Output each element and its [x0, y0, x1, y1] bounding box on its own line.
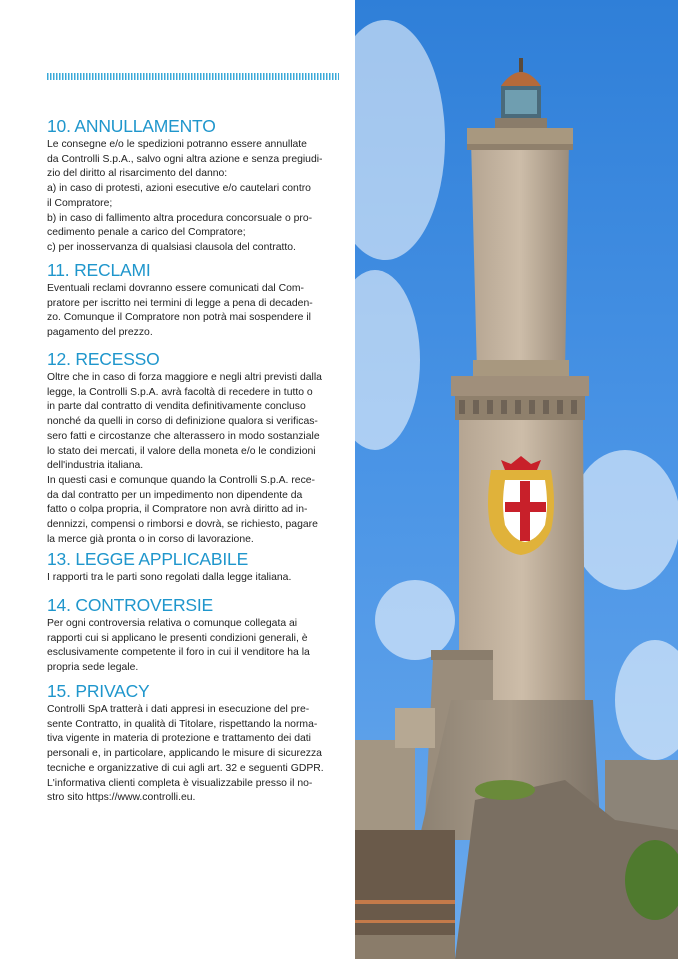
decorative-stripe [47, 73, 339, 80]
section-title: 14. CONTROVERSIE [47, 595, 214, 615]
section-controversie [47, 595, 342, 676]
section-recesso [47, 349, 342, 547]
section-title: 12. RECESSO [47, 349, 160, 369]
section-title: 10. ANNULLAMENTO [47, 116, 216, 136]
section-body: Controlli SpA tratterà i dati appresi in esecuzione del pre- sente Contratto, in qualità di Titolare, rispettando la norma- tiva vigente in materia di protezione e trattamento dei dati personali e, in particolare, applicando le misure di sicurezza tecniche e organizzative di cui agli art. 32 e seguenti GDPR. L'informativa clienti completa è visualizzabile presso il no- stro sito https://www.controlli.eu. [47, 704, 324, 804]
section-body: I rapporti tra le parti sono regolati dalla legge italiana. [47, 572, 292, 583]
coat-of-arms [488, 456, 554, 555]
section-title: 13. LEGGE APPLICABILE [47, 549, 249, 569]
upper-tower [471, 140, 569, 372]
section-annullamento [47, 116, 342, 256]
section-legge-applicabile [47, 549, 342, 586]
section-body: Per ogni controversia relativa o comunque collegata ai rapporti cui si applicano le presenti condizioni generali, è esclusivamente competente il foro in cui il venditore ha la propria sede legale. [47, 618, 310, 674]
section-body: Le consegne e/o le spedizioni potranno essere annullate da Controlli S.p.A., salvo ogni altra azione e senza pregiudi- zio del diritto al risarcimento del danno: a) in caso di protesti, azioni esecutive e/o cautelari contro il Compratore; b) in caso di fallimento altra procedura concorsuale o pro- cedimento penale a carico del Compratore; c) per inosservanza di qualsiasi clausola del contratto. [47, 139, 323, 253]
section-title: 11. RECLAMI [47, 260, 151, 280]
section-body: Oltre che in caso di forza maggiore e negli altri previsti dalla legge, la Controlli S.p.A. avrà facoltà di recedere in tutto o in parte dal contratto di vendita definitivamente concluso nonché da quelli in corso di definizione qualora si verificas- sero fatti e circostanze che alterassero in modo sostanziale lo stato dei mercati, il valore della moneta e/o le condizioni dell'industria italiana. In questi casi e comunque quando la Controlli S.p.A. rece- da dal contratto per un impedimento non dipendente da fatto o colpa propria, il Compratore non avrà diritto ad in- dennizzi, compensi o rimborsi e dovrà, se richiesto, pagare la merce già pronta o in corso di lavorazione. [47, 372, 322, 545]
section-body: Eventuali reclami dovranno essere comunicati dal Com- pratore per iscritto nei termini di legge a pena di decaden- zo. Comunque il Compratore non potrà mai sospendere il pagamento del prezzo. [47, 283, 313, 339]
text-column [47, 0, 342, 959]
section-privacy [47, 681, 342, 806]
section-reclami [47, 260, 342, 341]
section-title: 15. PRIVACY [47, 681, 150, 701]
cornice-dentils [459, 400, 577, 414]
lighthouse-photo [355, 0, 678, 959]
